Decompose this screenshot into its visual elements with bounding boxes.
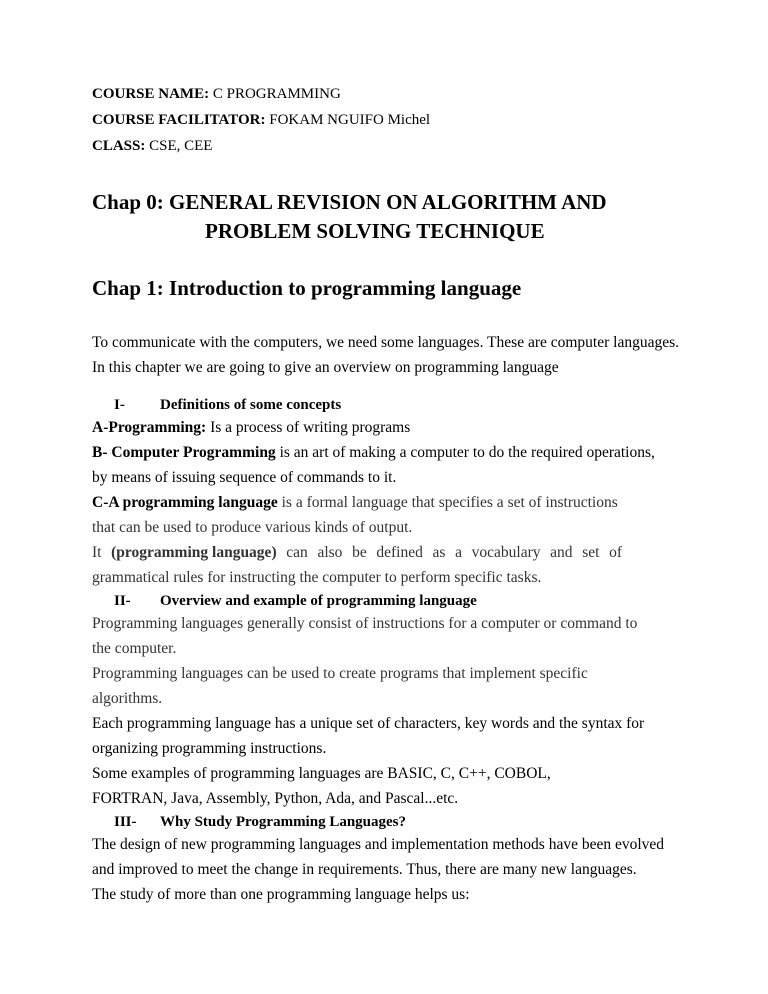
chap0-title-line1: Chap 0: GENERAL REVISION ON ALGORITHM AND [92, 190, 607, 214]
it-word: as [432, 544, 446, 561]
sec2-p1-line1: Programming languages generally consist of instructions for a computer or command to [92, 615, 638, 632]
chap1-title: Chap 1: Introduction to programming language [92, 276, 522, 300]
def-it-line [92, 543, 622, 563]
sec2-p4-line2: FORTRAN, Java, Assembly, Python, Ada, and Pascal...etc. [92, 790, 459, 807]
class-label: CLASS: [92, 138, 146, 154]
course-name-value: C PROGRAMMING [209, 86, 341, 102]
intro-line-2: In this chapter we are going to give an overview on programming language [92, 359, 559, 376]
it-word: of [609, 544, 622, 561]
def-b [92, 443, 655, 463]
def-it-cont: grammatical rules for instructing the computer to perform specific tasks. [92, 569, 542, 586]
facilitator-value: FOKAM NGUIFO Michel [265, 112, 431, 128]
section-2-heading [114, 591, 477, 611]
def-c-cont: that can be used to produce various kinds of output. [92, 519, 413, 536]
facilitator-line [92, 110, 430, 130]
def-b-label: B- Computer Programming [92, 444, 276, 461]
def-b-text: is an art of making a computer to do the required operations, [275, 444, 655, 461]
section-2-number: II- [114, 593, 131, 609]
def-c-text: is a formal language that specifies a set of instructions [277, 494, 618, 511]
it-word: defined [376, 544, 423, 561]
sec3-p2: The study of more than one programming language helps us: [92, 886, 470, 903]
sec2-p3-line2: organizing programming instructions. [92, 740, 327, 757]
it-word: can [286, 544, 308, 561]
sec2-p2-line1: Programming languages can be used to create programs that implement specific [92, 665, 588, 682]
def-a [92, 418, 410, 438]
def-a-label: A-Programming: [92, 419, 207, 436]
sec2-p4-line1: Some examples of programming languages are BASIC, C, C++, COBOL, [92, 765, 551, 782]
section-3-heading [114, 812, 406, 832]
sec2-p2-line2: algorithms. [92, 690, 163, 707]
it-word: set [582, 544, 600, 561]
sec2-p3-line1: Each programming language has a unique set of characters, key words and the syntax for [92, 715, 645, 732]
intro-line-1: To communicate with the computers, we need some languages. These are computer languages. [92, 334, 680, 351]
def-c-label: C-A programming language [92, 494, 278, 511]
sec3-p1-line1: The design of new programming languages and implementation methods have been evolved [92, 836, 665, 853]
section-1-heading [114, 395, 341, 415]
section-3-title: Why Study Programming Languages? [160, 814, 407, 830]
it-word: also [317, 544, 343, 561]
section-1-title: Definitions of some concepts [160, 397, 342, 413]
class-line [92, 136, 212, 156]
course-name-line [92, 84, 341, 104]
section-2-title: Overview and example of programming language [160, 593, 477, 609]
section-1-number: I- [114, 397, 125, 413]
facilitator-label: COURSE FACILITATOR: [92, 112, 266, 128]
it-word: be [352, 544, 367, 561]
chap0-title-line2: PROBLEM SOLVING TECHNIQUE [205, 219, 545, 243]
it-word: vocabulary [471, 544, 541, 561]
def-b-cont: by means of issuing sequence of commands to it. [92, 469, 397, 486]
sec2-p1-line2: the computer. [92, 640, 177, 657]
it-word: a [455, 544, 462, 561]
def-c [92, 493, 618, 513]
def-a-text: Is a process of writing programs [206, 419, 411, 436]
course-name-label: COURSE NAME: [92, 86, 210, 102]
sec3-p1-line2: and improved to meet the change in requirements. Thus, there are many new languages. [92, 861, 637, 878]
def-it-justified [92, 543, 622, 563]
it-word: It [92, 544, 102, 561]
it-word-bold: (programming language) [111, 544, 277, 561]
class-value: CSE, CEE [145, 138, 213, 154]
section-3-number: III- [114, 814, 137, 830]
it-word: and [550, 544, 573, 561]
